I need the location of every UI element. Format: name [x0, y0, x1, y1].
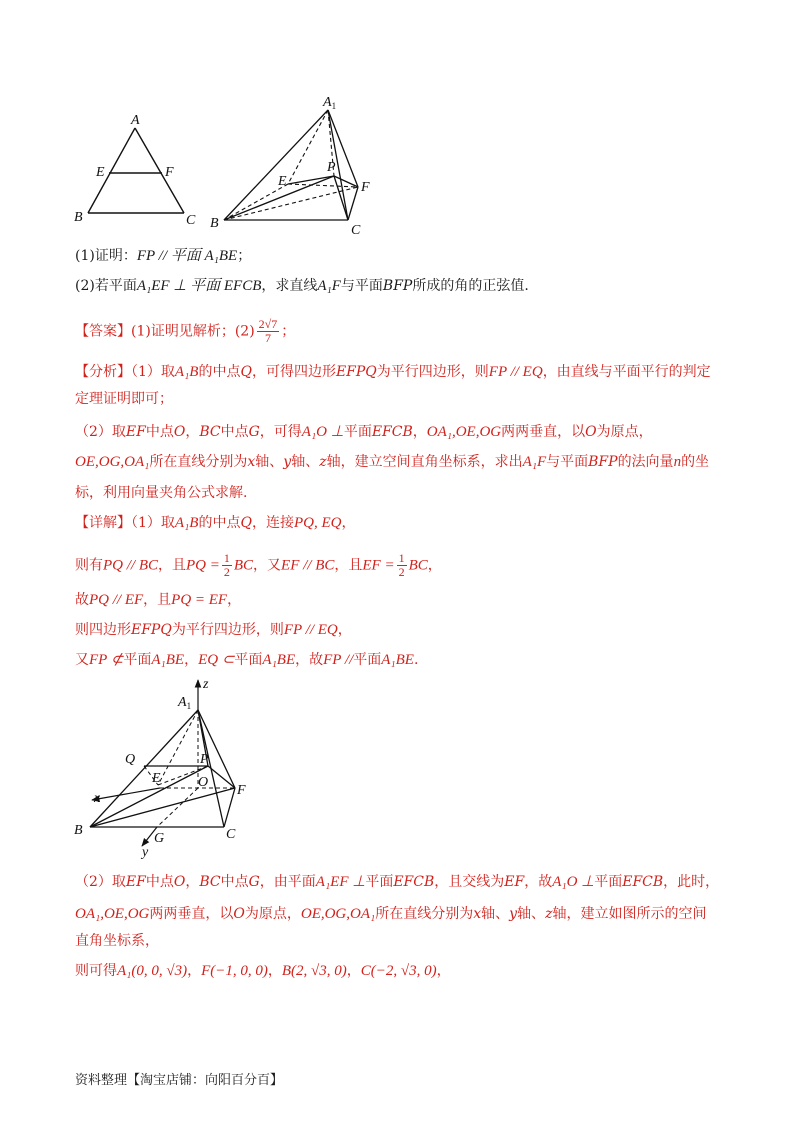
part2-line-2: OA₁,OE,OG两两垂直，以O为原点，OE,OG,OA₁所在直线分别为x轴、y轴、z轴，建立如图所示的空间	[75, 906, 707, 922]
label-F: F	[237, 783, 246, 798]
label-C: C	[226, 827, 236, 842]
analysis-line-2: 定理证明即可；	[75, 391, 173, 407]
label-x: x	[94, 791, 101, 806]
label-B: B	[74, 823, 83, 838]
label-C: C	[351, 223, 361, 237]
detail-line-1: 【详解】（1）取A₁B的中点Q，连接PQ, EQ，	[75, 515, 356, 531]
question-1: (1)证明：FP // 平面 A₁BE；	[75, 248, 252, 264]
label-O: O	[198, 775, 209, 790]
label-P: P	[200, 752, 209, 767]
label-P: P	[327, 160, 336, 175]
label-A1: $A_1$	[178, 695, 192, 711]
analysis-line-4: OE,OG,OA₁所在直线分别为x轴、y轴、z轴，建立空间直角坐标系，求出A₁F与平面BFP的法向量n的坐	[75, 454, 710, 470]
footer-text: 资料整理【淘宝店铺：向阳百分百】	[75, 1073, 284, 1088]
label-E: E	[96, 165, 105, 180]
detail-line-5: 又FP ⊄平面A₁BE，EQ ⊂平面A₁BE，故FP //平面A₁BE.	[75, 652, 419, 668]
detail-line-3: 故PQ // EF，且PQ = EF，	[75, 592, 242, 608]
label-B: B	[74, 210, 83, 225]
analysis-line-5: 标，利用向量夹角公式求解.	[75, 485, 248, 501]
coordinate-pyramid-figure	[70, 670, 270, 860]
label-G: G	[154, 831, 165, 846]
analysis-line-1: 【分析】（1）取A₁B的中点Q，可得四边形EFPQ为平行四边形，则FP // EQ，由直线与平面平行的判定	[75, 364, 711, 380]
label-C: C	[186, 213, 196, 228]
label-E: E	[278, 174, 287, 189]
answer: 【答案】(1)证明见解析；(2) $\frac{2√7}{7}$ ；	[75, 317, 296, 345]
analysis-line-3: （2）取EF中点O，BC中点G，可得A₁O ⊥平面EFCB，OA₁,OE,OG两两垂直，以O为原点，	[75, 424, 653, 440]
part2-line-4: 则可得A₁(0, 0, √3)，F(−1, 0, 0)，B(2, √3, 0)，C(−2, √3, 0)，	[75, 963, 451, 979]
part2-line-3: 直角坐标系，	[75, 933, 159, 949]
label-F: F	[165, 165, 174, 180]
label-Q: Q	[125, 752, 136, 767]
label-y: y	[142, 845, 149, 860]
label-E: E	[152, 771, 161, 786]
question-2: (2)若平面A₁EF ⊥ 平面 EFCB，求直线A₁F与平面BFP所成的角的正弦值.	[75, 278, 529, 294]
detail-line-4: 则四边形EFPQ为平行四边形，则FP // EQ，	[75, 622, 352, 638]
label-F: F	[361, 180, 370, 195]
pyramid-figure	[210, 92, 380, 237]
label-A1: $A_1$	[323, 95, 337, 111]
triangle-figure	[70, 110, 210, 230]
part2-line-1: （2）取EF中点O，BC中点G，由平面A₁EF ⊥平面EFCB，且交线为EF，故A₁O ⊥平面EFCB，此时，	[75, 874, 720, 890]
detail-line-2: 则有PQ // BC，且PQ = $\frac{1}{2}$ BC，又EF // BC，且EF = $\frac{1}{2}$ BC，	[75, 551, 442, 579]
label-z: z	[203, 677, 209, 692]
label-A: A	[131, 113, 140, 128]
label-B: B	[210, 216, 219, 231]
